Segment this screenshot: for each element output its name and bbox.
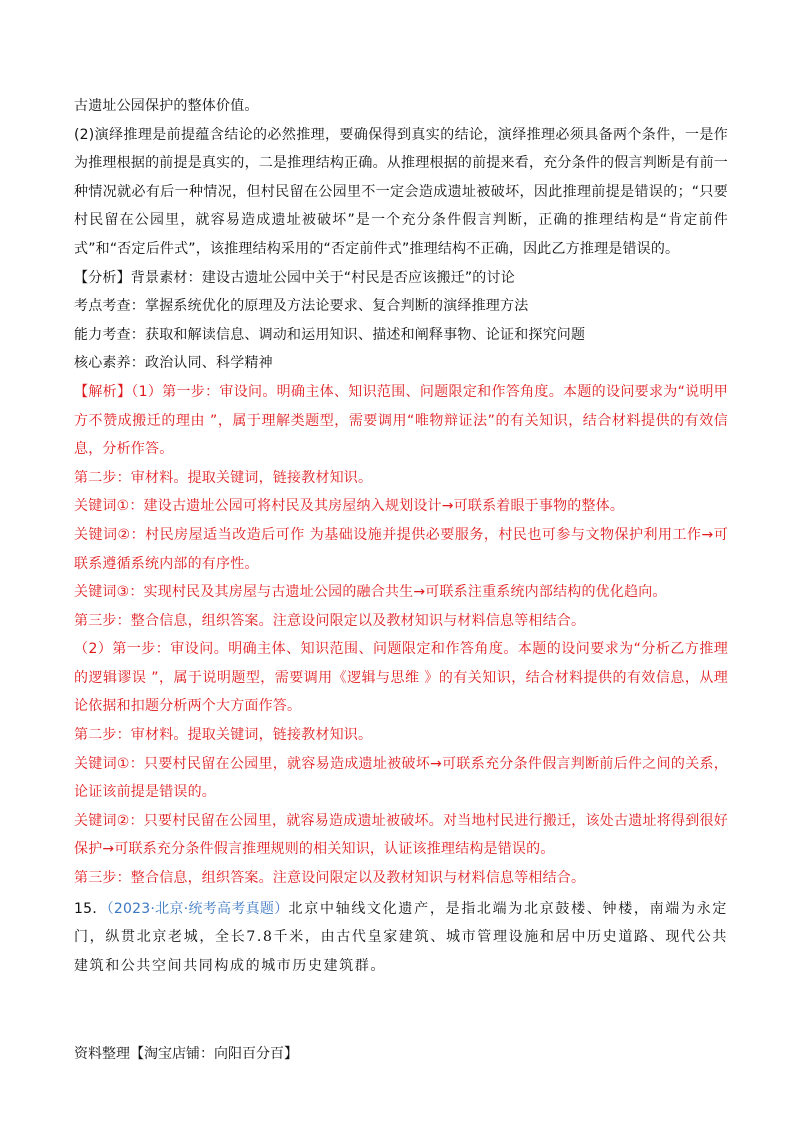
- question-15: [74, 895, 728, 981]
- keyword-3-q1: 关键词③：实现村民及其房屋与古遗址公园的融合共生→可联系注重系统内部结构的优化趋向。: [74, 584, 667, 601]
- explanation-step-1-q2: （2）第一步：审设问。明确主体、知识范围、问题限定和作答角度。本题的设问要求为“分析乙方推理的逻辑谬误 ”，属于说明题型，需要调用《逻辑与思维 》的有关知识，结合材料提供的有效信息，从理论依据和扣题分析两个大方面作答。: [74, 641, 728, 715]
- analysis-background: 【分析】背景素材：建设古遗址公园中关于“村民是否应该搬迁”的讨论: [74, 269, 515, 286]
- paragraph-answer-1-end: 古遗址公园保护的整体价值。: [74, 98, 259, 114]
- explanation-step-3-q2: 第三步：整合信息，组织答案。注意设问限定以及教材知识与材料信息等相结合。: [74, 870, 586, 887]
- keyword-2-q2: 关键词②：只要村民留在公园里，就容易造成遗址被破坏。对当地村民进行搬迁，该处古遗址将得到很好保护→可联系充分条件假言推理规则的相关知识，认证该推理结构是错误的。: [74, 812, 728, 858]
- keyword-1-q2: 关键词①：只要村民留在公园里，就容易造成遗址被破坏→可联系充分条件假言判断前后件之间的关系，论证该前提是错误的。: [74, 755, 728, 801]
- question-source-link[interactable]: （2023·北京·统考高考真题）: [106, 900, 289, 917]
- analysis-test-points: 考点考查：掌握系统优化的原理及方法论要求、复合判断的演绎推理方法: [74, 298, 529, 315]
- footer-note: 资料整理【淘宝店铺：向阳百分百】: [74, 1046, 298, 1062]
- explanation-step-2-q1: 第二步：审材料。提取关键词，链接教材知识。: [74, 469, 373, 486]
- paragraph-answer-2: (2)演绎推理是前提蕴含结论的必然推理，要确保得到真实的结论，演绎推理必须具备两个条件，一是作为推理根据的前提是真实的，二是推理结构正确。从推理根据的前提来看，充分条件的假言判断是有前一种情况就必有后一种情况，但村民留在公园里不一定会造成遗址被破坏，因此推理前提是错误的；“只要村民留在公园里，就容易造成遗址被破坏”是一个充分条件假言判断，正确的推理结构是“肯定前件式”和“否定后件式”，该推理结构采用的“否定前件式”推理结构不正确，因此乙方推理是错误的。: [74, 126, 728, 257]
- analysis-ability: 能力考查：获取和解读信息、调动和运用知识、描述和阐释事物、论证和探究问题: [74, 326, 586, 343]
- analysis-core-literacy: 核心素养：政治认同、科学精神: [74, 355, 273, 372]
- explanation-step-1-q1: 【解析】（1）第一步：审设问。明确主体、知识范围、问题限定和作答角度。本题的设问要求为“说明甲方不赞成搬迁的理由 ”，属于理解类题型，需要调用“唯物辩证法”的有关知识，结合材料提供的有效信息，分析作答。: [74, 383, 728, 458]
- answer-content: [74, 92, 728, 980]
- question-number: 15．: [74, 900, 107, 917]
- explanation-step-2-q2: 第二步：审材料。提取关键词，链接教材知识。: [74, 727, 373, 744]
- question-text: 北京中轴线文化遗产，是指北端为北京鼓楼、钟楼，南端为永定门，纵贯北京老城，全长7.8千米，由古代皇家建筑、城市管理设施和居中历史道路、现代公共建筑和公共空间共同构成的城市历史建筑群。: [74, 900, 728, 974]
- keyword-2-q1: 关键词②：村民房屋适当改造后可作 为基础设施并提供必要服务，村民也可参与文物保护利用工作→可联系遵循系统内部的有序性。: [74, 526, 728, 572]
- explanation-step-3-q1: 第三步：整合信息，组织答案。注意设问限定以及教材知识与材料信息等相结合。: [74, 612, 586, 629]
- keyword-1-q1: 关键词①：建设古遗址公园可将村民及其房屋纳入规划设计→可联系着眼于事物的整体。: [74, 498, 625, 515]
